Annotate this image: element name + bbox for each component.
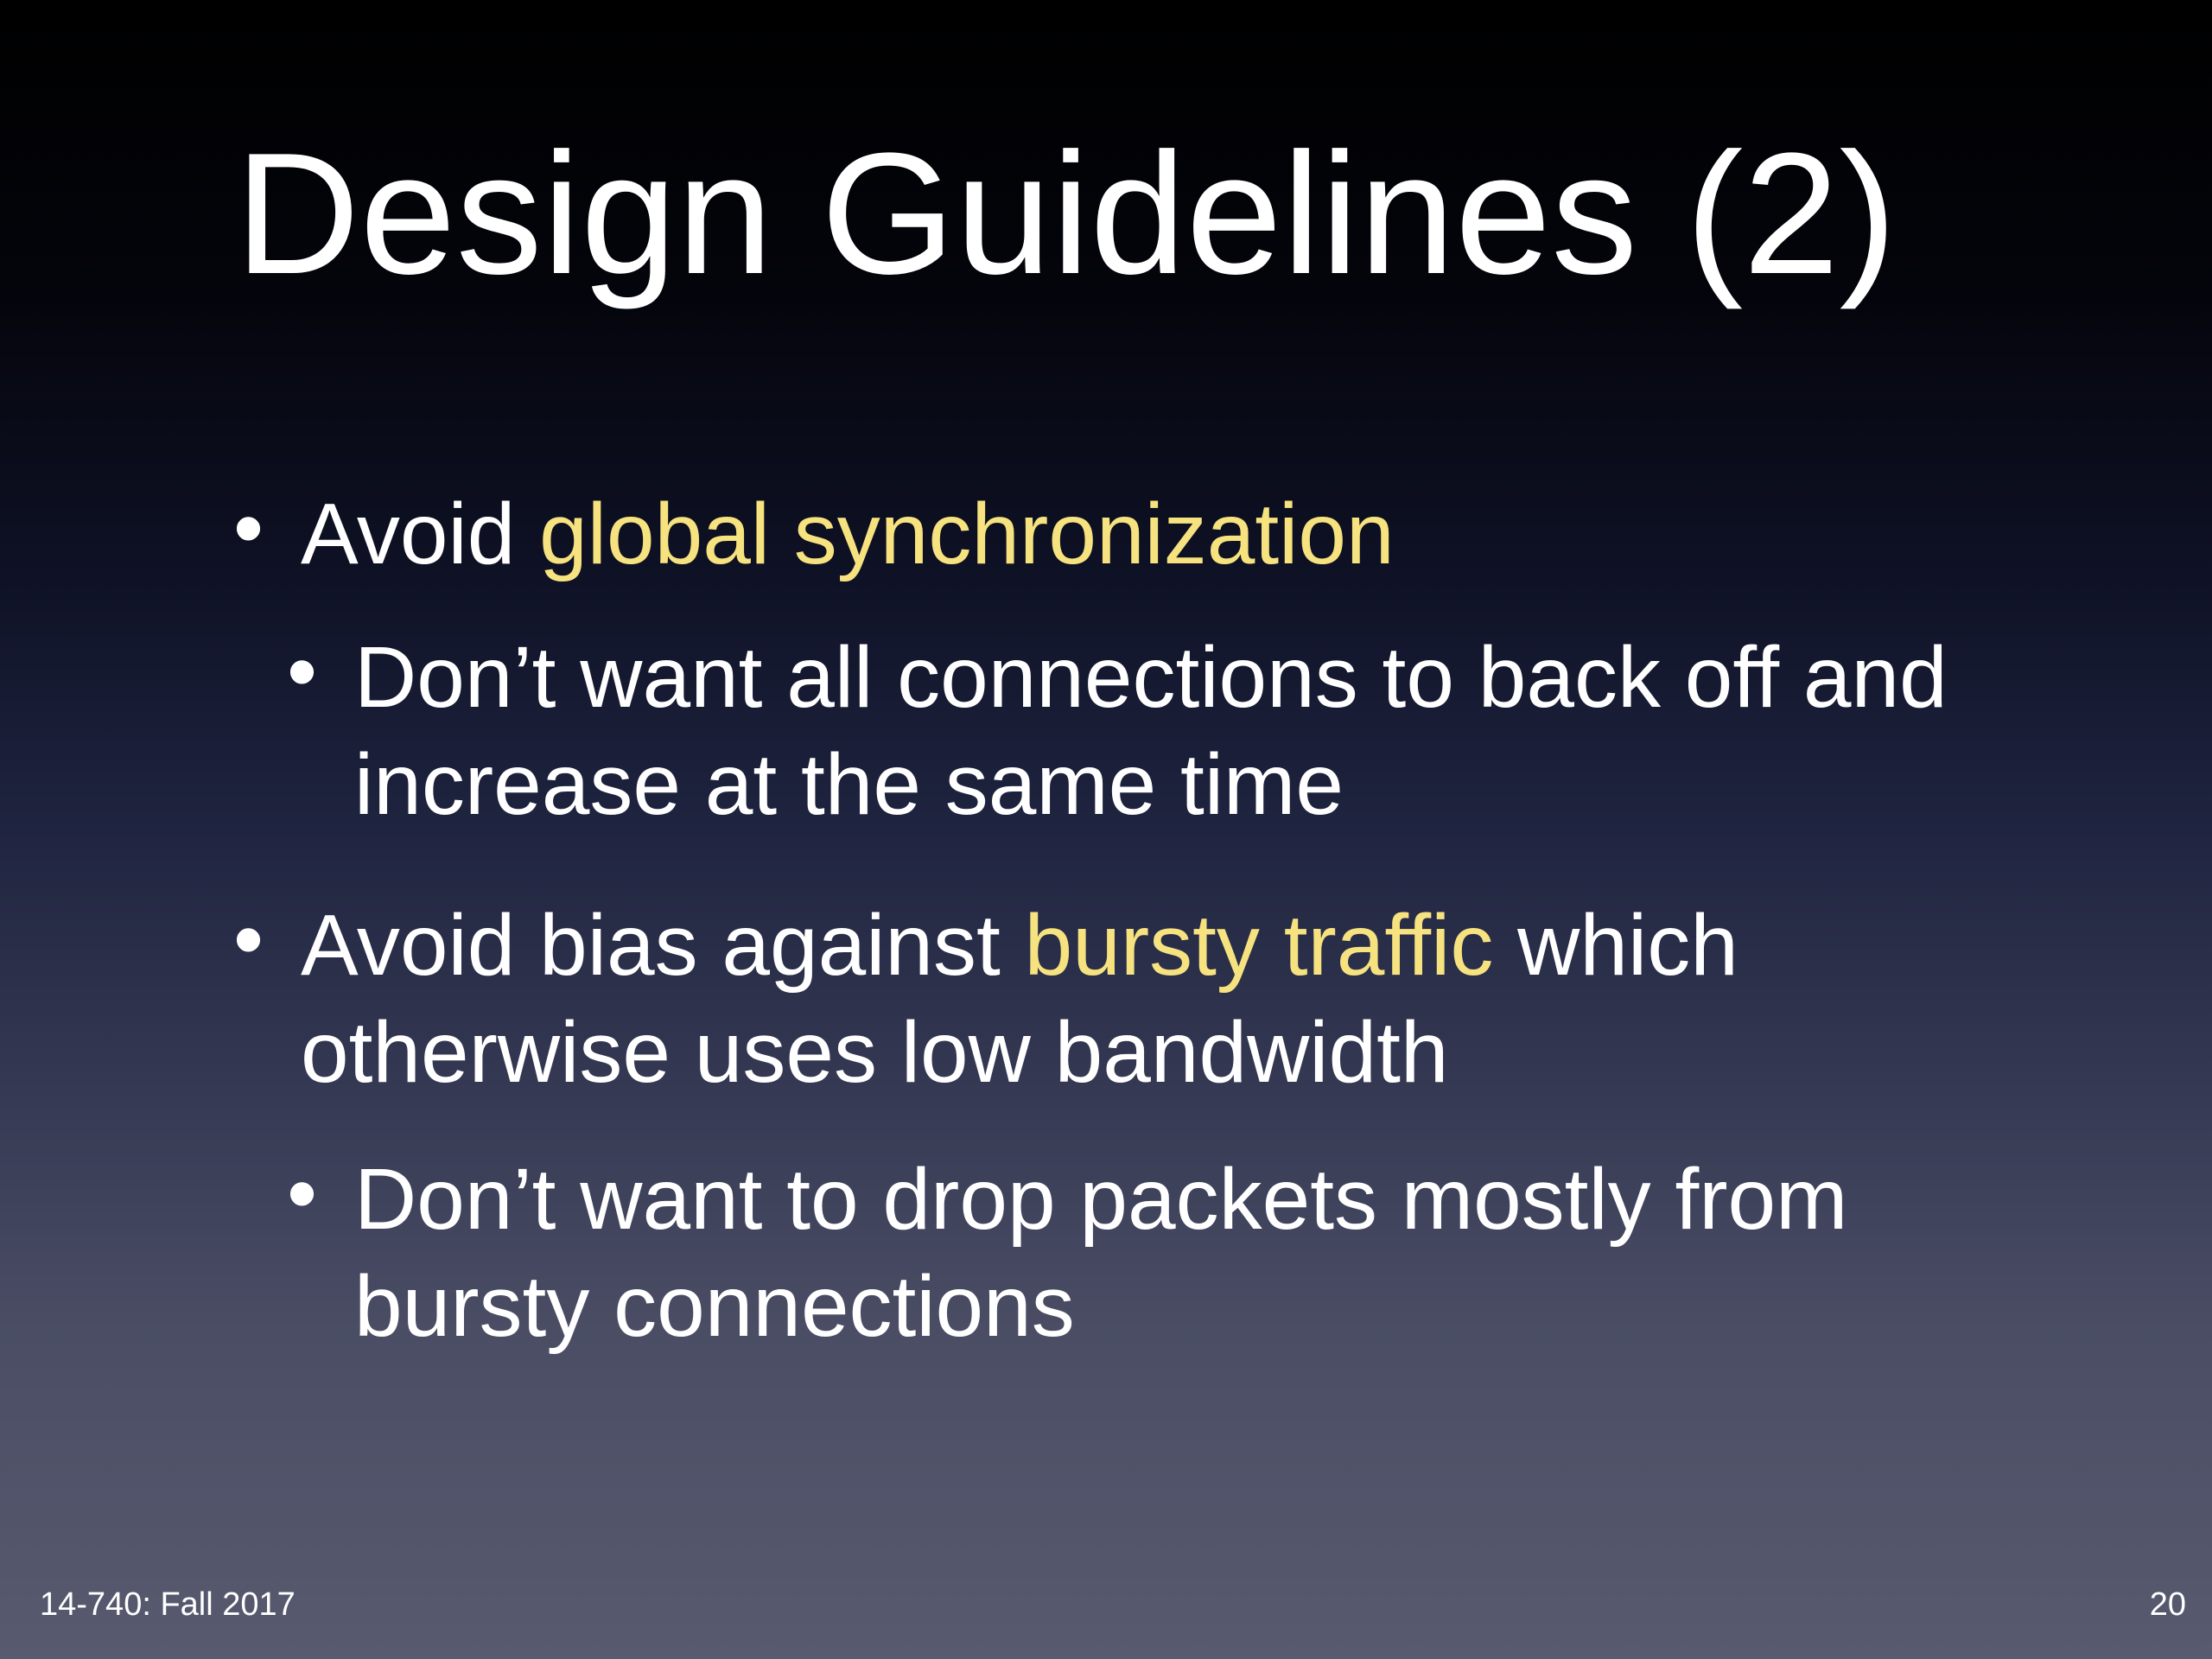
bullet-dot-icon: • — [233, 480, 264, 576]
bullet-text-prefix: Avoid — [301, 486, 540, 582]
bullet-text-prefix: Avoid bias against — [301, 897, 1025, 994]
bullet-text-suffix: which otherwise uses low bandwidth — [301, 897, 1738, 1101]
sub-bullet-back-off — [287, 623, 1996, 838]
slide-page-number: 20 — [2149, 1586, 2186, 1623]
highlight-term: bursty traffic — [1024, 897, 1494, 994]
sub-bullet-text: Don’t want to drop packets mostly from bursty connections — [354, 1151, 1848, 1355]
footer-course-label: 14-740: Fall 2017 — [40, 1586, 296, 1623]
bullet-dot-icon: • — [233, 891, 264, 988]
sub-bullet-drop-packets — [287, 1145, 1996, 1360]
bullet-dot-icon: • — [287, 623, 318, 720]
bullet-dot-icon: • — [287, 1145, 318, 1242]
slide-title: Design Guidelines (2) — [235, 118, 1897, 310]
bullet-avoid-global-sync — [233, 480, 2029, 588]
highlight-term: global synchronization — [539, 486, 1395, 582]
sub-bullet-text: Don’t want all connections to back off and increase at the same time — [354, 629, 1948, 833]
bullet-avoid-bias — [233, 891, 2020, 1106]
